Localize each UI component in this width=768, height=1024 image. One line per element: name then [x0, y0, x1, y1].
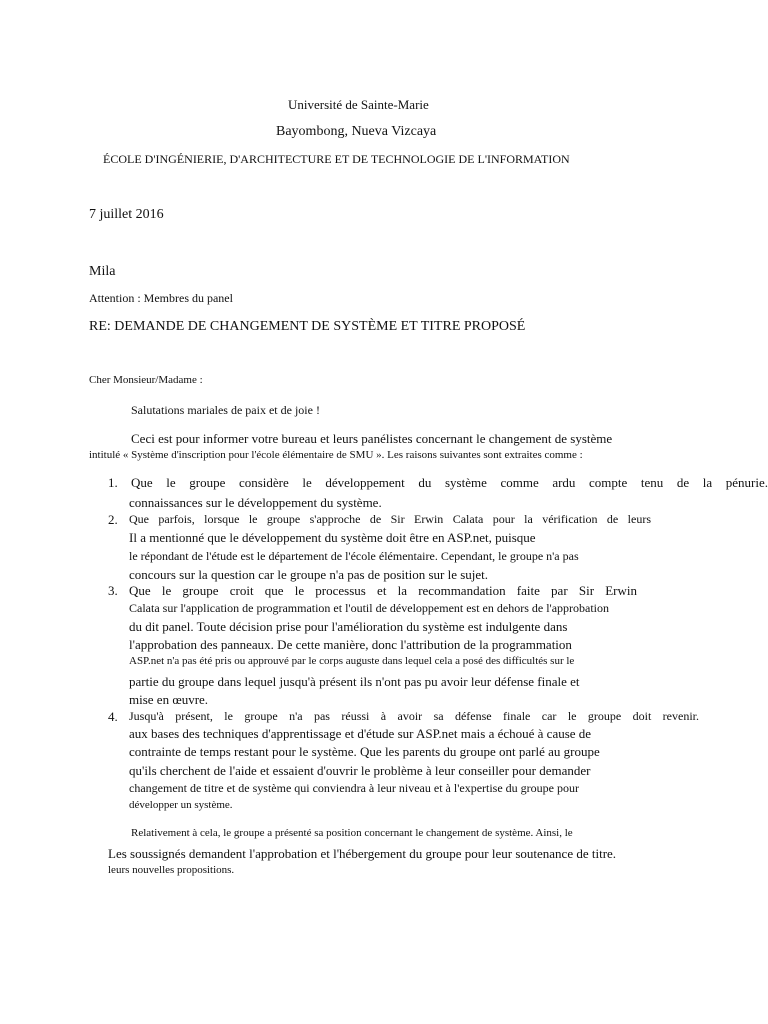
list-item-line: l'approbation des panneaux. De cette manière, donc l'attribution de la programmation: [129, 637, 572, 652]
subject-line: RE: DEMANDE DE CHANGEMENT DE SYSTÈME ET TITRE PROPOSÉ: [89, 319, 526, 334]
attention-line: Attention : Membres du panel: [89, 291, 233, 305]
salutation: Cher Monsieur/Madame :: [89, 374, 203, 386]
list-item-line: Jusqu'à présent, le groupe n'a pas réussi à avoir sa défense finale car le groupe doit revenir.: [129, 710, 699, 723]
recipient-name: Mila: [89, 264, 116, 279]
list-item-line: aux bases des techniques d'apprentissage et d'étude sur ASP.net mais a échoué à cause de: [129, 726, 592, 741]
closing-line: Les soussignés demandent l'approbation et l'hébergement du groupe pour leur soutenance de titre.: [108, 846, 617, 861]
list-item-line: partie du groupe dans lequel jusqu'à présent ils n'ont pas pu avoir leur défense finale et: [129, 674, 580, 689]
closing-line: leurs nouvelles propositions.: [108, 864, 235, 876]
list-item-line: du dit panel. Toute décision prise pour l'amélioration du système est indulgente dans: [129, 619, 568, 634]
intro-line: intitulé « Système d'inscription pour l'école élémentaire de SMU ». Les raisons suivantes sont extraites comme :: [89, 449, 583, 461]
list-item-line: concours sur la question car le groupe n'a pas de position sur le sujet.: [129, 567, 489, 582]
school-name: ÉCOLE D'INGÉNIERIE, D'ARCHITECTURE ET DE TECHNOLOGIE DE L'INFORMATION: [103, 152, 570, 166]
list-item-number: 1.: [108, 475, 118, 490]
list-item-line: Calata sur l'application de programmation et l'outil de développement est en dehors de l'approbation: [129, 601, 610, 615]
list-item-number: 4.: [108, 709, 118, 724]
university-location: Bayombong, Nueva Vizcaya: [276, 124, 437, 139]
list-item-line: mise en œuvre.: [129, 692, 209, 707]
list-item-line: Que le groupe croit que le processus et la recommandation faite par Sir Erwin: [129, 584, 637, 598]
list-item-line: changement de titre et de système qui conviendra à leur niveau et à l'expertise du groupe pour: [129, 781, 579, 795]
intro-line: Ceci est pour informer votre bureau et leurs panélistes concernant le changement de système: [131, 431, 613, 446]
list-item-line: le répondant de l'étude est le département de l'école élémentaire. Cependant, le groupe n'a pas: [129, 549, 579, 563]
list-item-line: ASP.net n'a pas été pris ou approuvé par le corps auguste dans lequel cela a posé des difficultés sur le: [129, 655, 575, 667]
list-item-line: connaissances sur le développement du système.: [129, 495, 382, 510]
list-item-line: Que le groupe considère le développement du système comme ardu compte tenu de la pénurie.: [131, 476, 768, 490]
list-item-line: Il a mentionné que le développement du système doit être en ASP.net, puisque: [129, 530, 536, 545]
greeting: Salutations mariales de paix et de joie !: [131, 403, 320, 417]
university-name: Université de Sainte-Marie: [288, 97, 429, 112]
list-item-number: 2.: [108, 512, 118, 527]
closing-line: Relativement à cela, le groupe a présenté sa position concernant le changement de système. Ainsi, le: [131, 827, 573, 839]
list-item-number: 3.: [108, 583, 118, 598]
list-item-line: qu'ils cherchent de l'aide et essaient d'ouvrir le problème à leur conseiller pour demander: [129, 763, 591, 778]
list-item-line: contrainte de temps restant pour le système. Que les parents du groupe ont parlé au groupe: [129, 744, 600, 759]
letter-date: 7 juillet 2016: [89, 207, 164, 222]
list-item-line: développer un système.: [129, 799, 233, 811]
list-item-line: Que parfois, lorsque le groupe s'approche de Sir Erwin Calata pour la vérification de leurs: [129, 513, 651, 526]
